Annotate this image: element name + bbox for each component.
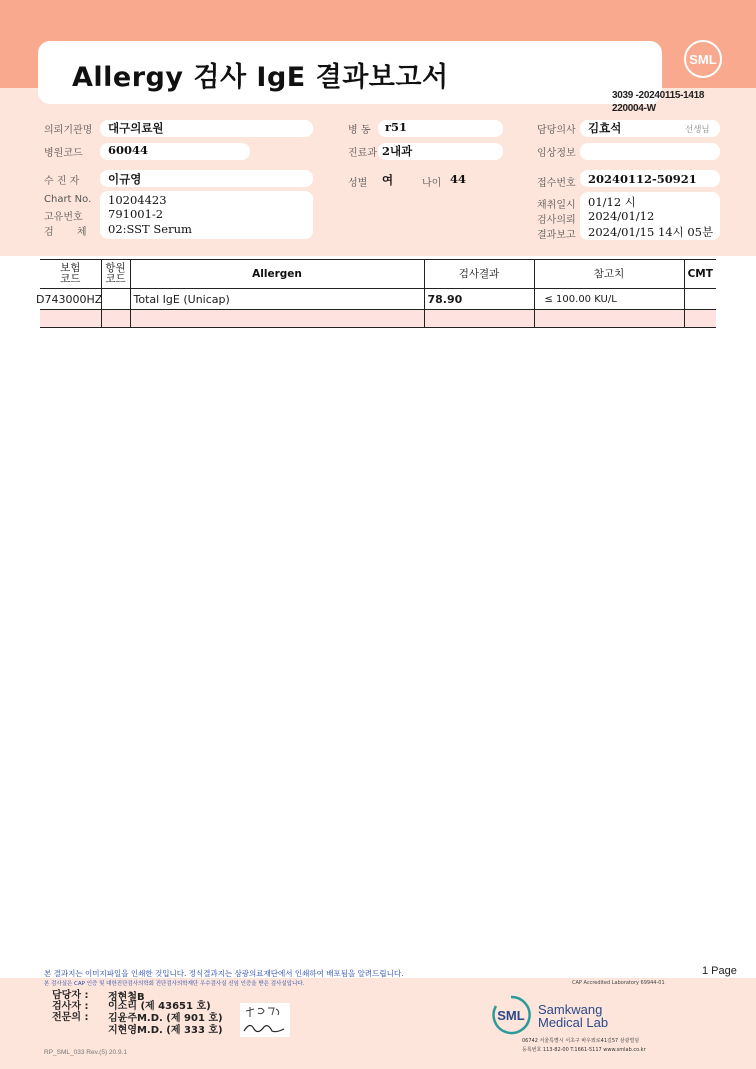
staff-specialist-2: 지현영M.D. (제 333 호) — [108, 1025, 223, 1036]
staff-tester-label: 검사자 : — [52, 1001, 89, 1012]
cell-item-code — [101, 289, 130, 310]
hospital-code-value: 60044 — [108, 143, 149, 157]
result-date-label: 결과보고 — [537, 230, 576, 241]
sex-value: 여 — [382, 173, 394, 187]
cell-empty — [424, 310, 534, 328]
company-name-line-1: Samkwang — [538, 1002, 603, 1017]
header-insurance-code-line-1: 보험 — [60, 262, 81, 274]
cell-empty — [40, 310, 101, 328]
chart-value: 10204423 — [108, 193, 167, 207]
hospital-code-label: 병원코드 — [44, 148, 83, 159]
revision-text: RP_SML_033 Rev.(5) 20.9.1 — [44, 1049, 127, 1056]
cell-insurance-code — [36, 289, 103, 310]
header-allergen: Allergen — [130, 260, 424, 289]
report-id-line-1: 3039 -20240115-1418 — [612, 90, 705, 101]
signature-image — [240, 1003, 290, 1037]
table-header-row — [40, 260, 716, 289]
cell-empty — [534, 310, 684, 328]
cell-result: 78.90 — [424, 289, 534, 310]
header-item-code — [101, 260, 130, 289]
company-name-line-2: Medical Lab — [538, 1015, 609, 1030]
cell-reference: ≤ 100.00 KU/L — [534, 289, 684, 310]
dept-value: 2내과 — [382, 144, 413, 158]
report-id — [612, 89, 704, 115]
title-box — [38, 41, 662, 104]
id-label: 고유번호 — [44, 212, 83, 223]
sml-logo-text: SML — [689, 52, 717, 67]
ward-value: r51 — [385, 120, 408, 134]
results-table — [36, 259, 716, 328]
cap-accreditation: CAP Accredited Laboratory 69944-01 — [572, 980, 665, 986]
id-value: 791001-2 — [108, 207, 164, 221]
cell-empty — [684, 310, 716, 328]
company-name — [538, 1003, 608, 1029]
report-id-line-2: 220004-W — [612, 103, 656, 114]
request-label: 검사의뢰 — [537, 215, 576, 226]
result-date-value: 2024/01/15 14시 05분 — [588, 225, 714, 239]
reception-value: 20240112-50921 — [588, 172, 697, 186]
samkwang-logo-text: SML — [497, 1008, 525, 1023]
header-result: 검사결과 — [424, 260, 534, 289]
sex-label: 성별 — [348, 178, 368, 189]
sml-logo-icon — [684, 40, 722, 78]
address-line-1: 06742 서울특별시 서초구 바우뫼로41길57 삼광빌딩 — [522, 1038, 640, 1044]
clinical-label: 임상정보 — [537, 148, 576, 159]
doctor-label: 담당의사 — [537, 125, 576, 136]
report-title: Allergy 검사 IgE 결과보고서 — [72, 62, 449, 93]
doctor-suffix: 선생님 — [685, 125, 710, 135]
cell-allergen: Total IgE (Unicap) — [130, 289, 424, 310]
samkwang-logo-icon — [490, 994, 532, 1036]
ward-label: 병 동 — [348, 125, 371, 136]
footer-note: 본 결과지는 이미지파일을 인쇄한 것입니다. 정식결과지는 삼광의료재단에서 인쇄하여 배포됨을 알려드립니다. — [44, 969, 404, 978]
address-line-2: 등록번호 113-82-00 T.1661-5117 www.smlab.co.kr — [522, 1047, 646, 1053]
header-insurance-code — [40, 260, 101, 289]
cell-empty — [101, 310, 130, 328]
staff-specialist-1: 김윤주M.D. (제 901 호) — [108, 1013, 223, 1024]
hospital-label: 의뢰기관명 — [44, 125, 93, 136]
header-cmt: CMT — [687, 267, 713, 280]
table-row-empty — [40, 310, 716, 328]
cell-cmt — [684, 289, 716, 310]
specimen-value: 02:SST Serum — [108, 222, 192, 236]
dept-label: 진료과 — [348, 148, 377, 159]
clinical-field — [580, 143, 720, 160]
collect-value: 01/12 시 — [588, 195, 636, 209]
age-value: 44 — [450, 172, 467, 186]
header-reference: 참고치 — [534, 260, 684, 289]
header-insurance-code-line-2: 코드 — [60, 273, 81, 285]
header-item-code-line-2: 코드 — [105, 273, 126, 285]
patient-value: 이규영 — [108, 172, 142, 186]
cell-insurance-code-text: D743000HZ — [36, 293, 103, 306]
signature-icon — [240, 1003, 290, 1037]
company-address — [522, 1037, 646, 1055]
specimen-label: 검 체 — [44, 227, 97, 238]
footer-note-small: 본 검사실은 CAP 인증 및 대한진단검사의학회 진단검사의학재단 우수검사실 신임 인증을 받은 검사실입니다. — [44, 981, 305, 987]
staff-tester-value: 이소리 (제 43651 호) — [108, 1001, 211, 1012]
collect-label: 채취일시 — [537, 200, 576, 211]
page-number: 1 Page — [702, 965, 737, 977]
cell-empty — [130, 310, 424, 328]
request-value: 2024/01/12 — [588, 209, 655, 223]
staff-manager-label: 담당자 : — [52, 990, 89, 1001]
patient-label: 수 진 자 — [44, 176, 80, 187]
staff-manager-value: 정현철B — [108, 992, 145, 1003]
reception-label: 접수번호 — [537, 178, 576, 189]
doctor-value: 김효석 — [588, 121, 622, 135]
staff-specialist-label: 전문의 : — [52, 1012, 89, 1023]
chart-label: Chart No. — [44, 194, 92, 205]
header-item-code-line-1: 항원 — [105, 262, 126, 274]
age-label: 나이 — [422, 178, 442, 189]
table-row — [40, 289, 716, 310]
hospital-value: 대구의료원 — [108, 121, 164, 135]
